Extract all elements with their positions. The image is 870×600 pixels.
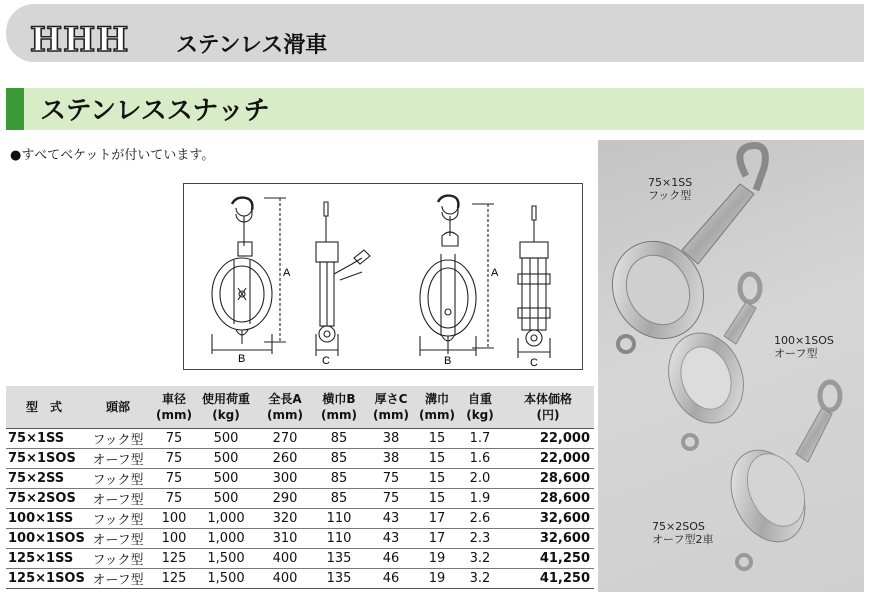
cell-wheel-diameter: 125: [154, 568, 194, 588]
cell-price: 41,250: [502, 568, 594, 588]
cell-model: 125×1SS: [6, 548, 82, 568]
cell-groove-width: 17: [416, 508, 458, 528]
cell-working-load: 1,000: [194, 508, 258, 528]
brand-logo: HHH: [30, 20, 130, 60]
cell-wheel-diameter: 75: [154, 428, 194, 448]
table-row: [6, 448, 594, 468]
cell-wheel-diameter: 100: [154, 528, 194, 548]
cell-thickness-c: 75: [366, 488, 416, 508]
cell-weight: 1.6: [458, 448, 502, 468]
header-length-a: 全長A (mm): [258, 386, 312, 428]
cell-length-a: 320: [258, 508, 312, 528]
cell-head-type: オーフ型: [82, 568, 154, 588]
cell-working-load: 500: [194, 448, 258, 468]
cell-price: 22,000: [502, 448, 594, 468]
photo-label-75x2sos: 75×2SOS オーフ型2車: [652, 520, 714, 546]
cell-length-a: 260: [258, 448, 312, 468]
cell-length-a: 290: [258, 488, 312, 508]
section-marker: [6, 88, 24, 130]
spec-table: [6, 386, 594, 589]
dim-label-a-2: A: [491, 267, 499, 279]
cell-price: 28,600: [502, 468, 594, 488]
header-groove-width: 溝巾 (mm): [416, 386, 458, 428]
cell-thickness-c: 38: [366, 448, 416, 468]
cell-model: 125×1SOS: [6, 568, 82, 588]
spec-table-body: [6, 428, 594, 588]
header-head-type: 頭部: [82, 386, 154, 428]
dim-label-c-2: C: [530, 357, 538, 369]
cell-working-load: 1,500: [194, 568, 258, 588]
cell-weight: 3.2: [458, 568, 502, 588]
cell-weight: 2.6: [458, 508, 502, 528]
section-title: ステンレススナッチ: [40, 96, 270, 126]
cell-thickness-c: 46: [366, 568, 416, 588]
cell-width-b: 110: [312, 508, 366, 528]
cell-wheel-diameter: 100: [154, 508, 194, 528]
cell-groove-width: 19: [416, 548, 458, 568]
cell-length-a: 400: [258, 568, 312, 588]
cell-width-b: 85: [312, 468, 366, 488]
cell-wheel-diameter: 75: [154, 468, 194, 488]
cell-head-type: オーフ型: [82, 528, 154, 548]
note-text: ●すべてベケットが付いています。: [10, 148, 215, 163]
cell-working-load: 1,500: [194, 548, 258, 568]
cell-head-type: フック型: [82, 428, 154, 448]
photo-label-100x1sos: 100×1SOS オーフ型: [774, 334, 834, 360]
cell-width-b: 85: [312, 428, 366, 448]
header-working-load: 使用荷重 (kg): [194, 386, 258, 428]
cell-weight: 3.2: [458, 548, 502, 568]
cell-model: 75×1SS: [6, 428, 82, 448]
header-weight: 自重 (kg): [458, 386, 502, 428]
cell-model: 100×1SS: [6, 508, 82, 528]
cell-wheel-diameter: 125: [154, 548, 194, 568]
table-row: [6, 568, 594, 588]
photo-label-75x1ss: 75×1SS フック型: [648, 176, 693, 202]
cell-length-a: 300: [258, 468, 312, 488]
cell-model: 75×2SS: [6, 468, 82, 488]
cell-groove-width: 15: [416, 448, 458, 468]
header-model: 型 式: [6, 386, 82, 428]
cell-length-a: 270: [258, 428, 312, 448]
header-price: 本体価格 (円): [502, 386, 594, 428]
table-header-row: [6, 386, 594, 428]
cell-head-type: オーフ型: [82, 448, 154, 468]
cell-width-b: 135: [312, 568, 366, 588]
header-bar: [6, 4, 864, 62]
table-row: [6, 468, 594, 488]
page-title: ステンレス滑車: [176, 33, 328, 58]
table-row: [6, 508, 594, 528]
cell-price: 32,600: [502, 528, 594, 548]
cell-working-load: 500: [194, 468, 258, 488]
table-row: [6, 528, 594, 548]
cell-thickness-c: 38: [366, 428, 416, 448]
cell-price: 28,600: [502, 488, 594, 508]
product-photo: [598, 140, 864, 592]
cell-head-type: オーフ型: [82, 488, 154, 508]
header-thickness-c: 厚さC (mm): [366, 386, 416, 428]
cell-weight: 2.3: [458, 528, 502, 548]
dim-label-a: A: [283, 267, 291, 279]
dimension-drawing: [184, 184, 582, 369]
cell-length-a: 400: [258, 548, 312, 568]
cell-head-type: フック型: [82, 548, 154, 568]
cell-price: 22,000: [502, 428, 594, 448]
cell-price: 41,250: [502, 548, 594, 568]
cell-width-b: 85: [312, 448, 366, 468]
cell-model: 75×1SOS: [6, 448, 82, 468]
cell-weight: 1.9: [458, 488, 502, 508]
cell-working-load: 500: [194, 488, 258, 508]
table-row: [6, 488, 594, 508]
cell-width-b: 135: [312, 548, 366, 568]
cell-groove-width: 19: [416, 568, 458, 588]
dim-label-b-2: B: [444, 355, 452, 367]
product-illustration: [598, 140, 864, 592]
cell-groove-width: 15: [416, 468, 458, 488]
cell-thickness-c: 75: [366, 468, 416, 488]
cell-price: 32,600: [502, 508, 594, 528]
table-row: [6, 428, 594, 448]
dim-label-c: C: [322, 355, 330, 367]
cell-head-type: フック型: [82, 468, 154, 488]
cell-wheel-diameter: 75: [154, 488, 194, 508]
cell-weight: 2.0: [458, 468, 502, 488]
cell-working-load: 1,000: [194, 528, 258, 548]
cell-head-type: フック型: [82, 508, 154, 528]
header-width-b: 横巾B (mm): [312, 386, 366, 428]
cell-thickness-c: 43: [366, 508, 416, 528]
cell-groove-width: 17: [416, 528, 458, 548]
cell-working-load: 500: [194, 428, 258, 448]
cell-wheel-diameter: 75: [154, 448, 194, 468]
dim-label-b: B: [238, 353, 246, 365]
dimension-diagram: [183, 183, 583, 370]
cell-weight: 1.7: [458, 428, 502, 448]
table-row: [6, 548, 594, 568]
cell-model: 100×1SOS: [6, 528, 82, 548]
cell-groove-width: 15: [416, 428, 458, 448]
cell-thickness-c: 46: [366, 548, 416, 568]
cell-width-b: 110: [312, 528, 366, 548]
cell-groove-width: 15: [416, 488, 458, 508]
cell-length-a: 310: [258, 528, 312, 548]
cell-model: 75×2SOS: [6, 488, 82, 508]
cell-width-b: 85: [312, 488, 366, 508]
cell-thickness-c: 43: [366, 528, 416, 548]
header-wheel-diameter: 車径 (mm): [154, 386, 194, 428]
